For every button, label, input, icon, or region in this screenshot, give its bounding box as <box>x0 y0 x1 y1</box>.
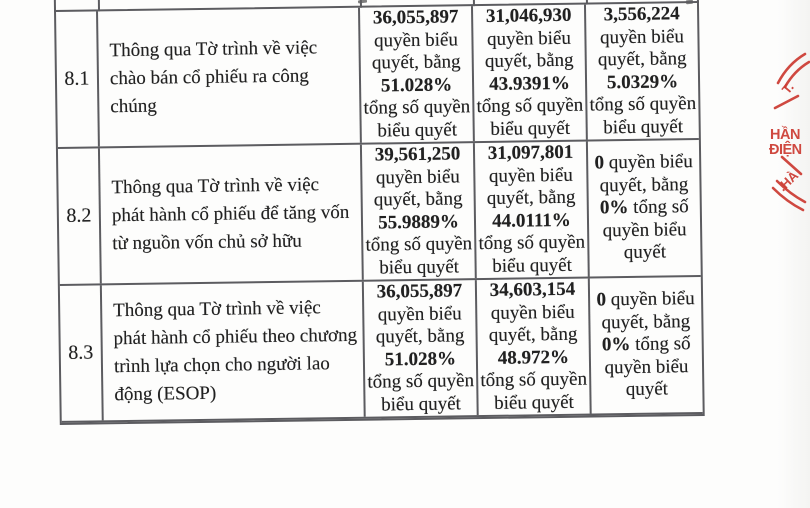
vote-unit-text: quyền biểu quyết, bằng <box>599 151 693 197</box>
vote-unit-text: tổng số quyền biểu quyết <box>476 94 584 140</box>
vote-unit-text: tổng số quyền biểu quyết <box>589 93 697 138</box>
vote-value: 48.972% <box>497 346 570 369</box>
stamp-text-center-2: ĐIỆN <box>769 142 802 158</box>
table-tilt-wrapper <box>54 1 705 425</box>
row-index-cell: 8.3 <box>60 285 104 421</box>
table-gridline-stub <box>360 0 362 8</box>
row-index-cell: 8.2 <box>58 148 102 284</box>
vote-unit-text: quyền biểu quyết, bằng <box>488 301 578 346</box>
vote-value: 0% <box>601 334 631 356</box>
vote-unit-text: quyền biểu quyết, bằng <box>484 27 574 72</box>
vote-unit-text: tổng số quyền biểu quyết <box>365 233 473 278</box>
vote-unit-text: quyền biểu quyết, bằng <box>601 288 695 334</box>
vote-unit-text: quyền biểu quyết, bằng <box>375 302 465 348</box>
table-gridline-stub <box>586 0 588 5</box>
vote-unit-text: tổng số quyền biểu quyết <box>478 231 586 277</box>
vote-value: 0 <box>594 152 605 174</box>
vote-result-cell <box>473 5 588 142</box>
vote-value: 31,097,801 <box>487 141 574 164</box>
table-gridline-stub <box>697 0 699 3</box>
vote-value: 51.028% <box>380 73 453 96</box>
vote-value: 44.0111% <box>492 209 571 232</box>
vote-result-cell <box>590 277 703 414</box>
vote-value: 31,046,930 <box>485 4 572 27</box>
vote-unit-text: quyền biểu quyết, bằng <box>597 25 687 71</box>
vote-value: 3,556,224 <box>603 3 680 26</box>
resolution-description-cell: Thông qua Tờ trình về việc phát hành cổ phiếu để tăng vốn từ nguồn vốn chủ sở hữu <box>100 145 364 284</box>
vote-value: 34,603,154 <box>489 278 576 301</box>
table-gridline-stub <box>98 0 100 11</box>
resolution-description-cell: Thông qua Tờ trình về việc phát hành cổ phiếu theo chương trình lựa chọn cho người lao động (ESOP) <box>102 282 366 421</box>
table-row <box>60 277 703 423</box>
table-gridline-stub <box>473 0 475 6</box>
vote-unit-text: tổng số quyền biểu quyết <box>604 333 691 401</box>
voting-results-table <box>54 1 705 425</box>
vote-value: 0% <box>599 197 629 219</box>
stamp-text-top: T. <box>778 79 797 97</box>
vote-unit-text: quyền biểu quyết, bằng <box>486 164 576 209</box>
vote-result-cell <box>360 6 475 143</box>
vote-result-cell <box>364 280 479 417</box>
vote-result-cell <box>477 279 592 416</box>
table-gridline-stub <box>54 0 56 12</box>
vote-value: 36,055,897 <box>372 6 459 29</box>
vote-result-cell <box>362 143 477 280</box>
vote-value: 0 <box>596 289 607 311</box>
vote-value: 5.0329% <box>606 70 679 93</box>
vote-value: 51.028% <box>384 347 457 370</box>
stamp-text-bottom: .HÀ <box>774 167 802 195</box>
vote-unit-text: tổng số quyền biểu quyết <box>602 196 689 264</box>
vote-unit-text: quyền biểu quyết, bằng <box>373 165 463 211</box>
vote-unit-text: tổng số quyền biểu quyết <box>363 96 471 141</box>
table-row <box>58 140 701 286</box>
vote-result-cell <box>588 140 701 277</box>
vote-result-cell <box>475 142 590 279</box>
row-index-cell: 8.1 <box>56 11 100 147</box>
vote-result-cell <box>586 3 699 140</box>
red-stamp <box>757 52 810 214</box>
resolution-description-cell: Thông qua Tờ trình về việc chào bán cổ phiếu ra công chúng <box>98 8 362 147</box>
vote-value: 39,561,250 <box>374 143 461 166</box>
vote-value: 36,055,897 <box>376 280 463 303</box>
vote-unit-text: tổng số quyền biểu quyết <box>480 368 588 414</box>
stamp-text-center-1: HẦN <box>770 127 800 143</box>
stamp-arc-segment <box>775 96 798 108</box>
vote-value: 55.9889% <box>377 210 460 233</box>
table-row <box>56 3 699 149</box>
vote-unit-text: quyền biểu quyết, bằng <box>371 28 461 74</box>
vote-unit-text: tổng số quyền biểu quyết <box>367 370 475 415</box>
vote-value: 43.9391% <box>489 72 571 95</box>
